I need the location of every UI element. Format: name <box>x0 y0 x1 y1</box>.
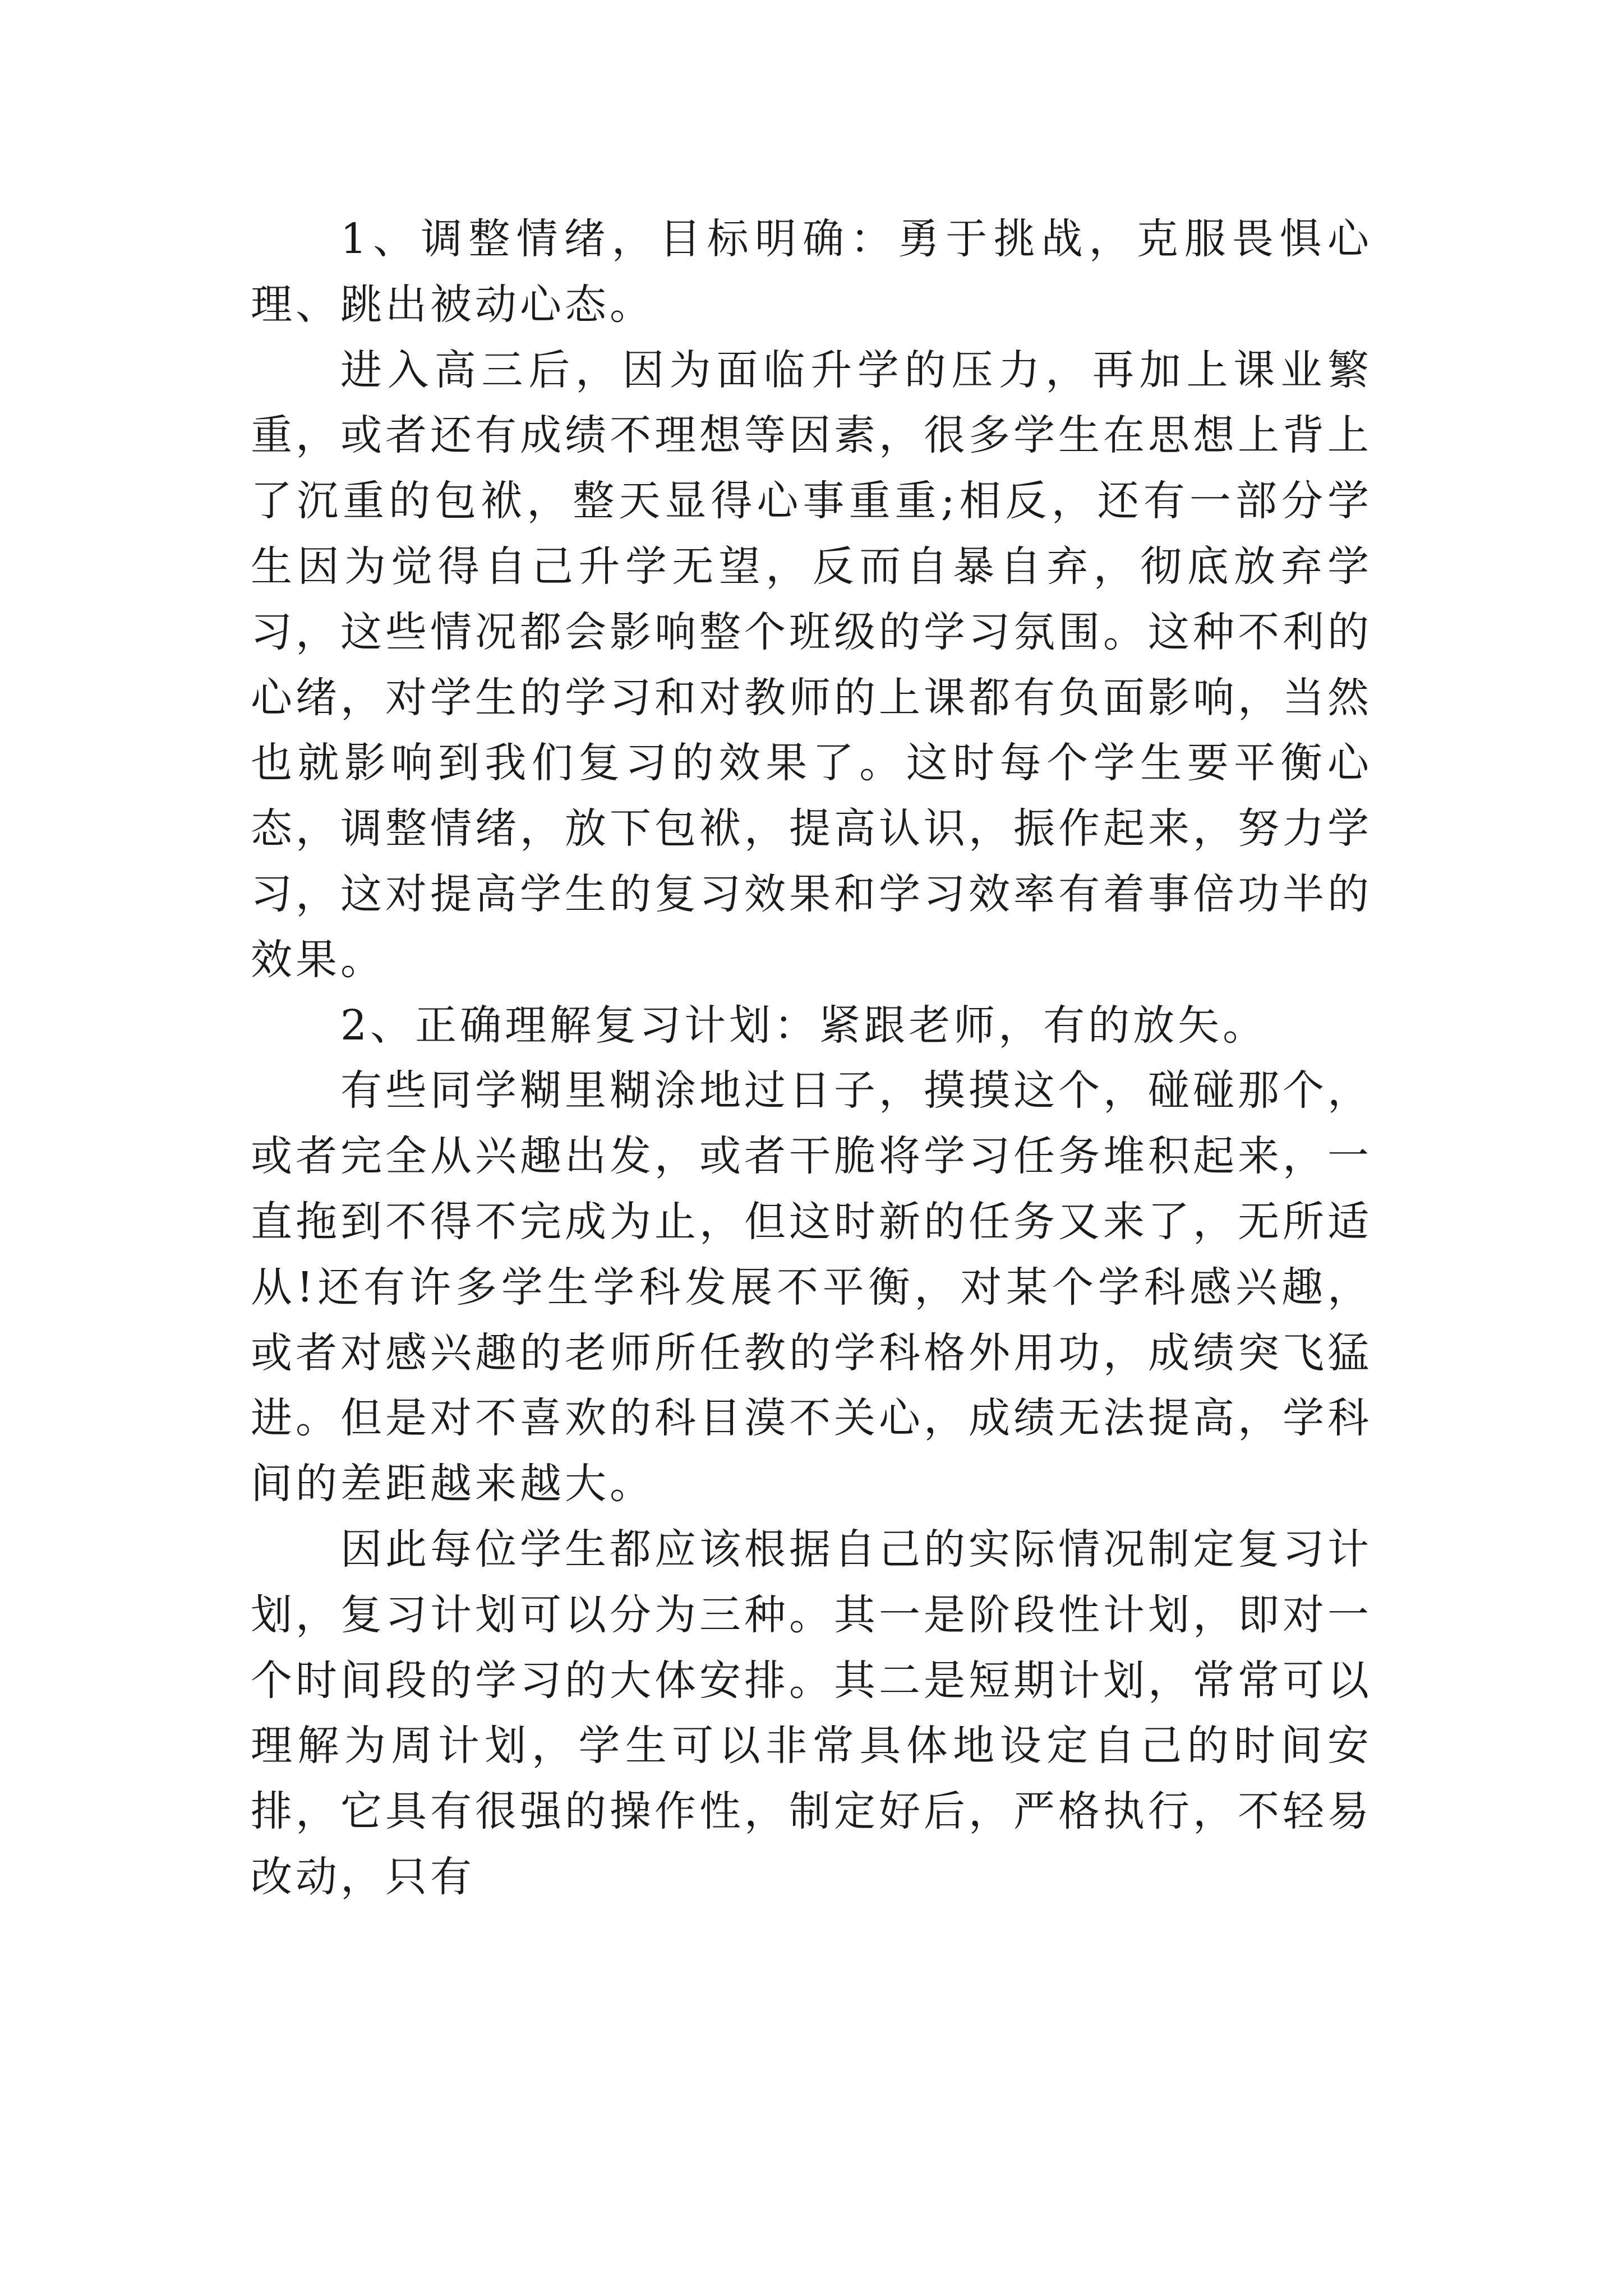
paragraph-5: 因此每位学生都应该根据自己的实际情况制定复习计划，复习计划可以分为三种。其一是阶段性计划，即对一个时间段的学习的大体安排。其二是短期计划，常常可以理解为周计划，学生可以非常具体地设定自己的时间安排，它具有很强的操作性，制定好后，严格执行，不轻易改动，只有 <box>251 1525 1372 1901</box>
paragraph-3-heading: 2、正确理解复习计划：紧跟老师，有的放矢。 <box>340 1001 1268 1050</box>
paragraph-4: 有些同学糊里糊涂地过日子，摸摸这个，碰碰那个，或者完全从兴趣出发，或者干脆将学习任务堆积起来，一直拖到不得不完成为止，但这时新的任务又来了，无所适从!还有许多学生学科发展不平衡，对某个学科感兴趣，或者对感兴趣的老师所任教的学科格外用功，成绩突飞猛进。但是对不喜欢的科目漠不关心，成绩无法提高，学科间的差距越来越大。 <box>251 1066 1372 1508</box>
paragraph-1-heading: 1、调整情绪，目标明确：勇于挑战，克服畏惧心理、跳出被动心态。 <box>251 215 1372 329</box>
paragraph-2: 进入高三后，因为面临升学的压力，再加上课业繁重，或者还有成绩不理想等因素，很多学生在思想上背上了沉重的包袱，整天显得心事重重;相反，还有一部分学生因为觉得自己升学无望，反而自暴自弃，彻底放弃学习，这些情况都会影响整个班级的学习氛围。这种不利的心绪，对学生的学习和对教师的上课都有负面影响，当然也就影响到我们复习的效果了。这时每个学生要平衡心态，调整情绪，放下包袱，提高认识，振作起来，努力学习，这对提高学生的复习效果和学习效率有着事倍功半的效果。 <box>251 346 1372 984</box>
body-text <box>251 206 1372 1910</box>
